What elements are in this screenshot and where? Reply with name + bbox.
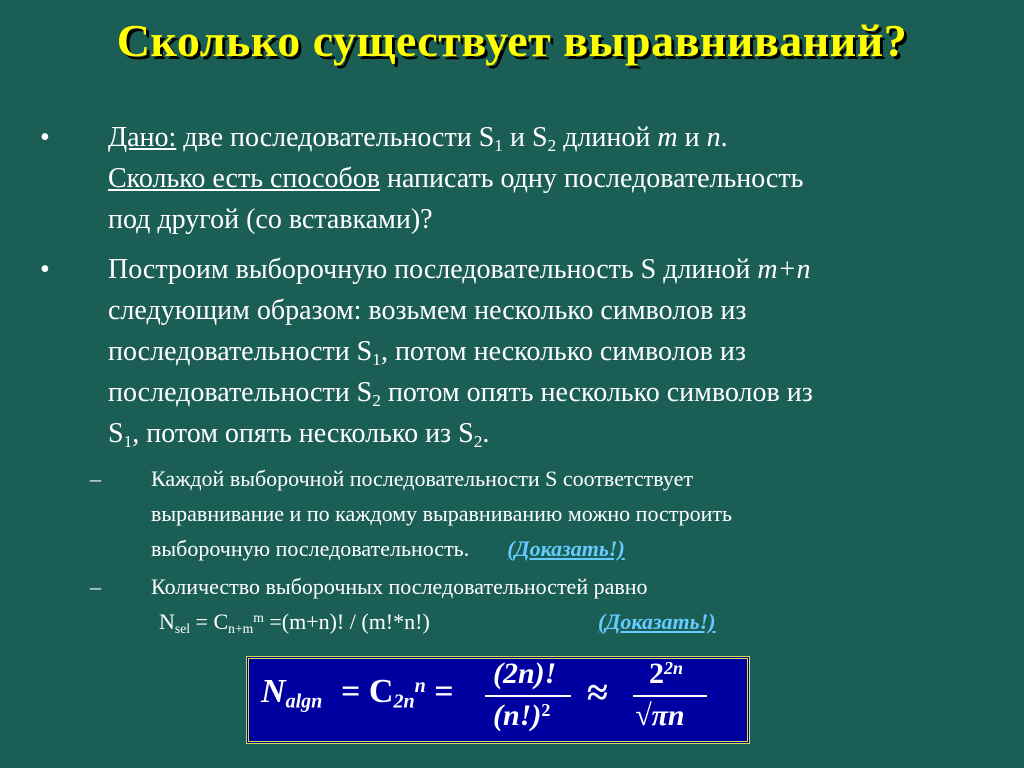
text-segment: Построим выборочную последовательность S длиной (108, 254, 758, 285)
subbullet-2-formula (159, 604, 430, 639)
bullet-marker: • (40, 254, 50, 285)
slide-title: Сколько существует выравниваний? (116, 15, 908, 66)
prove-link[interactable]: (Доказать!) (598, 609, 716, 634)
bullet-2-line-1 (108, 249, 811, 290)
prove-link-2[interactable] (598, 604, 716, 639)
text-segment: последовательности S (108, 377, 373, 408)
superscript: 2 (541, 700, 551, 720)
subbullet-2-line-1: Количество выборочных последовательностей равно (151, 574, 648, 599)
var-m: m (657, 122, 678, 153)
subscript: sel (174, 620, 191, 636)
subscript: 2n (393, 690, 415, 713)
text-segment: выборочную последовательность. (151, 536, 470, 561)
fraction2-bar (633, 695, 707, 697)
superscript: n (414, 675, 426, 697)
subbullet-1-line-2: выравнивание и по каждому выравниванию можно построить (151, 501, 733, 526)
bullet-2-line-2: следующим образом: возьмем несколько символов из (108, 295, 747, 326)
subscript: algn (285, 690, 323, 713)
var-n: n (706, 122, 721, 153)
fraction-denominator (493, 699, 550, 733)
text-segment: и (677, 122, 707, 153)
text-segment: N (261, 673, 286, 710)
text-segment: потом опять несколько символов из (380, 377, 813, 408)
text-segment: длиной (556, 122, 658, 153)
given-label: Дано: (108, 122, 177, 153)
text-segment: S (108, 418, 124, 449)
text-segment: , потом несколько символов из (380, 336, 746, 367)
fraction-bar (485, 695, 571, 697)
text-segment: =(m+n)! / (m!*n!) (263, 609, 430, 634)
bullet-2-line-3 (108, 331, 746, 372)
formula-box (246, 656, 750, 744)
question-underlined: Сколько есть способов (108, 163, 380, 194)
subscript: 1 (372, 349, 381, 369)
text-segment: = (425, 673, 454, 710)
subscript: 2 (473, 431, 483, 451)
fraction2-denominator: √πn (635, 699, 685, 732)
text-segment: последовательности S (108, 336, 373, 367)
text-segment: написать одну последовательность (379, 163, 804, 194)
approx-symbol: ≈ (587, 672, 608, 714)
text-segment: . (720, 122, 728, 153)
superscript: m (253, 610, 264, 626)
subscript: 1 (123, 431, 133, 451)
text-segment: = C (190, 609, 229, 634)
subbullet-marker: – (90, 466, 101, 491)
bullet-2-line-5 (108, 413, 489, 454)
fraction2-numerator (649, 657, 683, 691)
subscript: 2 (547, 135, 557, 155)
text-segment: две последовательности S (176, 122, 495, 153)
prove-link[interactable]: (Доказать!) (507, 536, 625, 561)
bullet-1-line-1 (108, 117, 728, 158)
formula-binomial (341, 673, 454, 711)
formula-lhs (261, 673, 322, 711)
bullet-2-line-4 (108, 372, 813, 413)
subscript: 1 (494, 135, 503, 155)
subscript: n+m (228, 620, 254, 636)
bullet-1-line-3: под другой (со вставками)? (108, 204, 433, 235)
superscript: 2n (664, 658, 684, 678)
subbullet-marker: – (90, 574, 101, 599)
var-m-plus-n: m+n (757, 254, 811, 285)
text-segment: N (159, 609, 175, 634)
text-segment: = C (341, 673, 394, 710)
text-segment: , потом опять несколько из S (132, 418, 474, 449)
text-segment: (n!) (493, 699, 542, 732)
fraction-numerator: (2n)! (493, 657, 557, 690)
text-segment: и S (502, 122, 548, 153)
subbullet-1-line-3 (151, 531, 625, 566)
bullet-1-line-2 (108, 158, 803, 199)
text-segment: 2 (649, 657, 664, 690)
bullet-marker: • (40, 122, 50, 153)
subscript: 2 (372, 390, 381, 410)
text-segment: . (482, 418, 490, 449)
subbullet-1-line-1: Каждой выборочной последовательности S соответствует (151, 466, 693, 491)
